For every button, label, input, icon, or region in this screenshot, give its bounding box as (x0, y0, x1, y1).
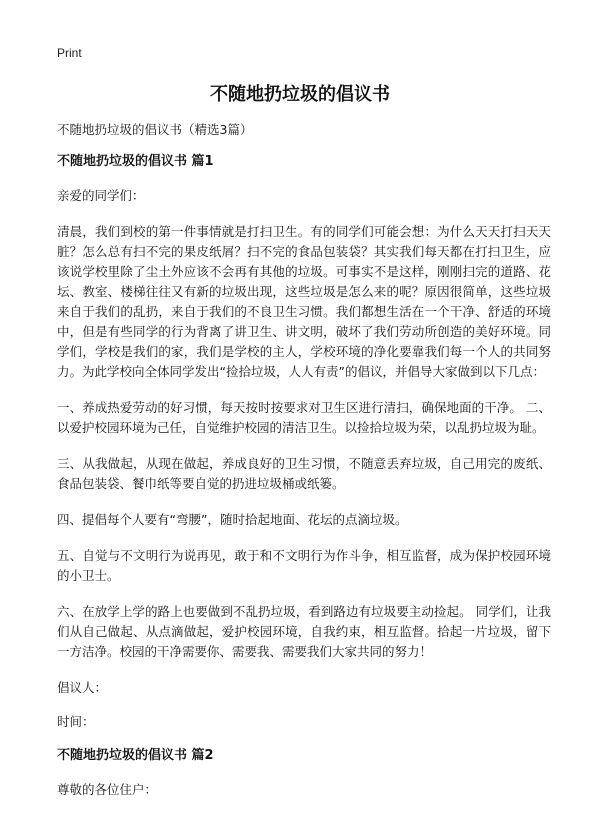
section-heading-1: 不随地扔垃圾的倡议书 篇1 (57, 154, 214, 169)
paragraph: 一、养成热爱劳动的好习惯，每天按时按要求对卫生区进行清扫，确保地面的干净。 二、以爱护校园环境为己任，自觉维护校园的清洁卫生。以捡拾垃圾为荣，以乱扔垃圾为耻。 (57, 400, 551, 435)
paragraph: 五、自觉与不文明行为说再见，敢于和不文明行为作斗争，相互监督，成为保护校园环境的小卫士。 (57, 548, 551, 583)
section-heading-2: 不随地扔垃圾的倡议书 篇2 (57, 748, 214, 763)
signature-line: 倡议人： (57, 680, 108, 695)
time-line: 时间： (57, 714, 95, 729)
salutation: 尊敬的各位住户： (57, 782, 158, 797)
print-link[interactable]: Print (57, 46, 82, 60)
paragraph: 清晨，我们到校的第一件事情就是打扫卫生。有的同学们可能会想：为什么天天打扫天天脏？怎么总有扫不完的果皮纸屑？扫不完的食品包装袋？其实我们每天都在打扫卫生，应该说学校里除了尘土外应该不会再有其他的垃圾。可事实不是这样，刚刚扫完的道路、花坛、教室、楼梯往往又有新的垃圾出现，这些垃圾是怎么来的呢？原因很简单，这些垃圾来自于我们的乱扔，来自于我们的不良卫生习惯。我们都想生活在一个干净、舒适的环境中，但是有些同学的行为背离了讲卫生、讲文明，破坏了我们劳动所创造的美好环境。同学们，学校是我们的家，我们是学校的主人，学校环境的净化要靠我们每一个人的共同努力。为此学校向全体同学发出“捡拾垃圾，人人有责”的倡议，并倡导大家做到以下几点： (57, 224, 551, 379)
paragraph: 六、在放学上学的路上也要做到不乱扔垃圾，看到路边有垃圾要主动捡起。 同学们，让我们从自己做起、从点滴做起，爱护校园环境，自我约束，相互监督。拾起一片垃圾，留下一方洁净。校园的干净需要你、需要我、需要我们大家共同的努力！ (57, 604, 551, 659)
salutation: 亲爱的同学们： (57, 188, 145, 203)
paragraph: 四、提倡每个人要有“弯腰”，随时拾起地面、花坛的点滴垃圾。 (57, 512, 408, 527)
page-title: 不随地扔垃圾的倡议书 (210, 84, 390, 105)
paragraph: 三、从我做起，从现在做起，养成良好的卫生习惯，不随意丢弃垃圾，自己用完的废纸、食品包装袋、餐巾纸等要自觉的扔进垃圾桶或纸篓。 (57, 456, 551, 491)
document-body (57, 120, 551, 816)
document-subtitle: 不随地扔垃圾的倡议书（精选3篇） (57, 122, 253, 137)
